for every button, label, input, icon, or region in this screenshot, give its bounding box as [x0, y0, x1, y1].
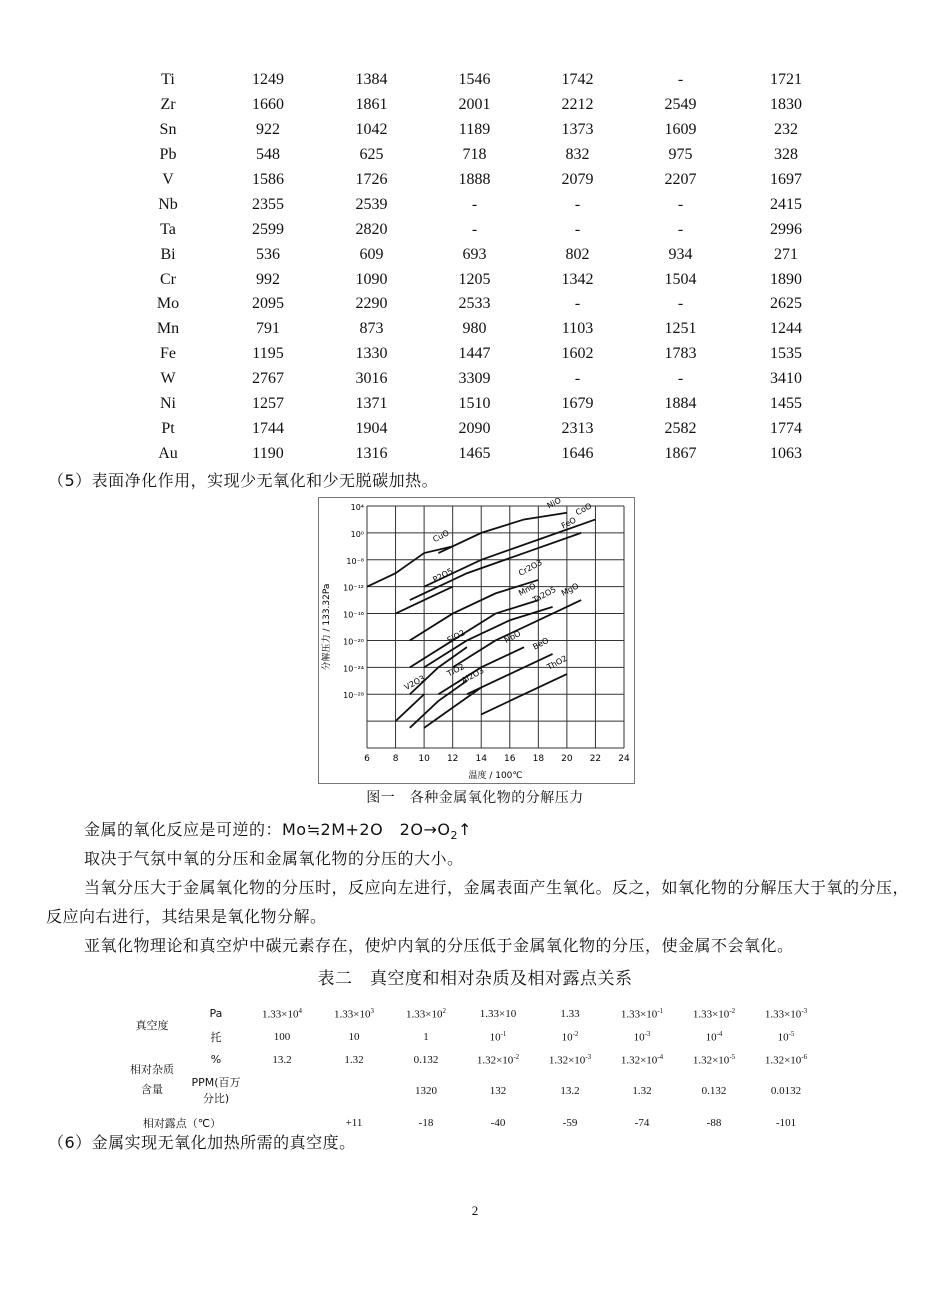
value-cell: 975 — [668, 146, 693, 164]
x-tick-label: 22 — [589, 754, 602, 764]
value-cell: 1251 — [664, 320, 697, 338]
element-cell: Ni — [160, 395, 176, 413]
value-cell: 1774 — [770, 419, 802, 437]
value-cell: 1330 — [355, 345, 388, 363]
paragraph-3: 当氧分压大于金属氧化物的分压时，反应向左进行，金属表面产生氧化。反之，如氧化物的分解压大于氧的分压，反应向右进行，其结果是氧化物分解。 — [46, 878, 910, 926]
value-cell: 718 — [462, 146, 487, 164]
figure-caption: 图一 各种金属氧化物的分解压力 — [366, 790, 584, 806]
value-cell: 609 — [359, 245, 384, 263]
table-row — [120, 192, 840, 217]
value-cell: 2207 — [664, 171, 697, 188]
value-cell: 1890 — [770, 270, 802, 288]
element-cell: Mn — [156, 320, 180, 338]
value-cell: 1697 — [770, 171, 802, 188]
value-cell: 1888 — [458, 171, 491, 188]
value-cell: 2820 — [355, 220, 388, 238]
pct-cell: $1.32\times 10^{-4}$ — [620, 1052, 664, 1067]
value-cell: 271 — [774, 245, 798, 263]
value-cell: - — [574, 295, 581, 313]
pa-cell: 1.33×10 — [479, 1007, 517, 1020]
torr-cell: $10^{-2}$ — [561, 1029, 579, 1044]
value-cell: 1609 — [664, 121, 697, 139]
series-label: Cr2O3 — [517, 557, 544, 578]
torr-cell: 10 — [348, 1030, 360, 1043]
value-cell: 1042 — [355, 121, 388, 139]
value-cell: - — [471, 220, 478, 238]
value-cell: 1510 — [458, 395, 491, 413]
value-cell: 1257 — [252, 395, 284, 413]
table-row — [120, 441, 840, 466]
value-cell: 2313 — [561, 419, 594, 437]
ppm-cell: 0.132 — [701, 1085, 727, 1097]
pct-cell: 1.32 — [344, 1053, 364, 1066]
value-cell: 1830 — [770, 96, 802, 114]
element-cell: Sn — [159, 121, 177, 139]
value-cell: 1726 — [355, 171, 388, 188]
value-cell: 2599 — [252, 220, 284, 238]
section-6-heading: （6）金属实现无氧化加热所需的真空度。 — [48, 1133, 356, 1152]
series-label: ThO2 — [545, 653, 569, 672]
y-tick-label: 10⁻²⁴ — [343, 664, 364, 674]
value-cell: 1063 — [770, 444, 802, 462]
element-cell: Nb — [158, 195, 178, 213]
table-row — [120, 267, 840, 292]
value-cell: 934 — [668, 245, 693, 263]
value-cell: 2767 — [252, 370, 284, 388]
series-label: MgO — [559, 581, 581, 598]
value-cell: 536 — [256, 245, 280, 263]
value-cell: 1190 — [252, 444, 284, 462]
value-cell: 1742 — [561, 71, 594, 89]
value-cell: 1342 — [561, 270, 594, 288]
dew-cell: -59 — [562, 1116, 578, 1129]
table-row — [120, 416, 840, 441]
pct-cell: 13.2 — [272, 1053, 292, 1066]
value-cell: 625 — [359, 146, 384, 164]
series-label: SiO2 — [445, 628, 467, 645]
value-cell: 980 — [462, 320, 487, 338]
series-label: CoO — [574, 501, 594, 518]
value-cell: 2625 — [770, 295, 802, 313]
value-cell: 1721 — [770, 71, 802, 89]
value-cell: 1371 — [355, 395, 388, 413]
x-tick-label: 14 — [475, 754, 487, 764]
value-cell: 1660 — [252, 96, 284, 114]
pa-cell: $1.33\times 10^{-2}$ — [692, 1006, 736, 1021]
y-tick-label: 10⁻²⁸ — [343, 691, 364, 701]
value-cell: 2539 — [355, 195, 388, 213]
element-cell: Au — [158, 444, 178, 462]
value-cell: 232 — [774, 121, 798, 139]
value-cell: 1535 — [770, 345, 802, 363]
element-cell: Bi — [160, 245, 176, 263]
x-tick-label: 24 — [618, 754, 630, 764]
table2-title: 表二 真空度和相对杂质及相对露点关系 — [317, 969, 633, 989]
series-label: MnO — [517, 581, 538, 598]
value-cell: 1867 — [664, 444, 697, 462]
value-cell: 1546 — [458, 71, 491, 89]
element-cell: Zr — [160, 96, 176, 114]
y-tick-label: 10⁻²⁰ — [343, 637, 364, 647]
table-row — [120, 392, 840, 417]
section-5-heading: （5）表面净化作用，实现少无氧化和少无脱碳加热。 — [48, 471, 439, 490]
y-tick-label: 10⁻¹⁶ — [343, 610, 364, 620]
paragraph-1-text: 金属的氧化反应是可逆的：Mo≒2M+2O 2O→O — [84, 820, 451, 839]
value-cell: 1384 — [355, 71, 388, 89]
value-cell: 832 — [565, 146, 590, 164]
x-tick-label: 20 — [561, 754, 573, 764]
pct-cell: $1.32\times 10^{-5}$ — [692, 1052, 736, 1067]
value-cell: 3016 — [355, 370, 388, 388]
torr-cell: $10^{-3}$ — [633, 1029, 651, 1044]
value-cell: 2415 — [770, 195, 802, 213]
ppm-label: PPM(百万分比) — [191, 1076, 241, 1105]
value-cell: 1090 — [355, 270, 388, 288]
series-label: NbO — [502, 628, 523, 645]
value-cell: 1316 — [355, 444, 388, 462]
value-cell: - — [677, 195, 684, 213]
value-cell: 2549 — [664, 96, 697, 114]
up-arrow: ↑ — [457, 820, 472, 839]
value-cell: 1783 — [664, 345, 697, 363]
pct-cell: 0.132 — [413, 1053, 439, 1066]
dew-cell: -18 — [418, 1116, 434, 1129]
ppm-cell: 0.0132 — [770, 1085, 802, 1097]
table-row — [120, 367, 840, 392]
y-tick-label: 10⁴ — [350, 503, 364, 512]
value-cell: - — [677, 71, 684, 89]
ppm-cell: 1.32 — [632, 1085, 652, 1097]
element-cell: Cr — [160, 270, 176, 288]
table-row — [120, 242, 840, 267]
value-cell: 693 — [462, 245, 487, 263]
vacuum-label: 真空度 — [135, 1019, 169, 1032]
pa-cell: $1.33\times 10^2$ — [406, 1006, 446, 1021]
value-cell: 802 — [565, 245, 590, 263]
value-cell: - — [677, 370, 684, 388]
pct-cell: $1.32\times 10^{-2}$ — [476, 1052, 520, 1067]
value-cell: 3410 — [770, 370, 802, 388]
value-cell: - — [471, 195, 478, 213]
y-axis-label: 分解压力 / 133.32Pa — [322, 583, 332, 671]
value-cell: 2290 — [355, 295, 388, 313]
torr-cell: 100 — [273, 1030, 291, 1043]
vacuum-table — [118, 1002, 822, 1134]
value-cell: 1602 — [561, 345, 594, 363]
table-row — [120, 118, 840, 143]
ppm-cell — [318, 1071, 390, 1111]
pa-cell: $1.33\times 10^{-1}$ — [620, 1006, 664, 1021]
table-row — [120, 217, 840, 242]
table-row — [120, 292, 840, 317]
paragraph-2: 取决于气氛中氧的分压和金属氧化物的分压的大小。 — [84, 849, 464, 868]
value-cell: 1861 — [355, 96, 388, 114]
series-label: CuO — [431, 528, 451, 545]
value-cell: 1189 — [458, 121, 491, 139]
value-cell: - — [677, 220, 684, 238]
value-cell: 922 — [256, 121, 280, 139]
x-tick-label: 12 — [446, 754, 459, 764]
value-cell: 2996 — [770, 220, 802, 238]
value-cell: 1103 — [561, 320, 594, 338]
pct-cell: $1.32\times 10^{-6}$ — [764, 1052, 808, 1067]
pa-cell: $1.33\times 10^4$ — [262, 1006, 302, 1021]
element-cell: Pt — [161, 419, 175, 437]
value-cell: - — [677, 295, 684, 313]
value-cell: 1504 — [664, 270, 697, 288]
value-cell: 1646 — [561, 444, 594, 462]
value-cell: 1586 — [252, 171, 284, 188]
value-cell: 1679 — [561, 395, 594, 413]
dew-label: 相对露点（℃） — [142, 1116, 222, 1130]
ppm-cell: 1320 — [415, 1085, 437, 1097]
value-cell: 1455 — [770, 395, 802, 413]
y-tick-label: 10⁰ — [350, 529, 364, 539]
value-cell: 2001 — [458, 96, 491, 114]
element-cell: W — [160, 370, 176, 388]
value-cell: - — [574, 220, 581, 238]
x-axis-label: 温度 / 100℃ — [468, 771, 523, 781]
value-cell: - — [574, 370, 581, 388]
series-label: NiO — [545, 498, 563, 511]
table-row — [120, 168, 840, 193]
value-cell: 1744 — [252, 419, 284, 437]
value-cell: 1373 — [561, 121, 594, 139]
pa-cell: $1.33\times 10^3$ — [334, 1006, 374, 1021]
value-cell: 1195 — [252, 345, 284, 363]
torr-cell: 1 — [423, 1030, 429, 1043]
series-label: TiO2 — [445, 662, 466, 679]
pa-cell: $1.33\times 10^{-3}$ — [764, 1006, 808, 1021]
x-tick-label: 16 — [504, 754, 516, 764]
series-line — [424, 607, 552, 668]
impurity-label: 相对杂质含量 — [130, 1062, 174, 1096]
value-cell: 1205 — [458, 270, 491, 288]
torr-label: 托 — [210, 1030, 222, 1044]
value-cell: 2212 — [561, 96, 594, 114]
pa-label: Pa — [209, 1007, 223, 1020]
value-cell: - — [574, 195, 581, 213]
value-cell: 2355 — [252, 195, 284, 213]
table-row — [120, 143, 840, 168]
element-cell: Pb — [159, 146, 177, 164]
table-row — [120, 317, 840, 342]
value-cell: 992 — [256, 270, 280, 288]
value-cell: 2095 — [252, 295, 284, 313]
dew-cell: -88 — [706, 1116, 722, 1129]
ppm-cell: 13.2 — [560, 1085, 580, 1097]
series-label: V2O3 — [402, 673, 427, 692]
table-row — [120, 342, 840, 367]
pct-cell: $1.32\times 10^{-3}$ — [548, 1052, 592, 1067]
x-tick-label: 6 — [364, 754, 370, 764]
torr-cell: $10^{-4}$ — [705, 1029, 723, 1044]
vapor-temperature-table — [120, 68, 840, 466]
value-cell: 873 — [359, 320, 384, 338]
pa-cell: 1.33 — [560, 1007, 580, 1020]
series-label: BeO — [531, 635, 551, 652]
chart-svg — [319, 498, 634, 783]
ppm-cell: 132 — [489, 1085, 507, 1097]
torr-cell: $10^{-1}$ — [489, 1029, 507, 1044]
y-tick-label: 10⁻⁸ — [346, 556, 364, 566]
dew-cell: +11 — [345, 1116, 363, 1129]
value-cell: 2582 — [664, 419, 697, 437]
pct-label: % — [210, 1053, 222, 1066]
paragraph-4: 亚氧化物理论和真空炉中碳元素存在，使炉内氧的分压低于金属氧化物的分压，使金属不会氧化。 — [84, 936, 794, 955]
element-cell: Mo — [156, 295, 180, 313]
paragraph-1-subscript: 2 — [450, 829, 458, 843]
value-cell: 1447 — [458, 345, 491, 363]
ppm-cell — [246, 1071, 318, 1111]
value-cell: 2090 — [458, 419, 491, 437]
table-row — [120, 93, 840, 118]
x-tick-label: 18 — [532, 754, 545, 764]
x-tick-label: 8 — [392, 754, 399, 764]
value-cell: 2079 — [561, 171, 594, 188]
value-cell: 1465 — [458, 444, 491, 462]
torr-cell: $10^{-5}$ — [777, 1029, 795, 1044]
value-cell: 1244 — [770, 320, 802, 338]
y-tick-label: 10⁻¹² — [343, 583, 364, 593]
series-label: P2O5 — [431, 566, 455, 585]
series-label: Al2O3 — [459, 665, 486, 686]
value-cell: 1904 — [355, 419, 388, 437]
dew-cell: -101 — [775, 1116, 797, 1129]
value-cell: 1884 — [664, 395, 697, 413]
value-cell: 1249 — [252, 71, 284, 89]
series-label: Ta2O5 — [531, 584, 558, 605]
series-label: FeO — [559, 515, 578, 531]
element-cell: Fe — [160, 345, 176, 363]
dew-cell: -40 — [490, 1116, 506, 1129]
element-cell: V — [162, 171, 174, 188]
dew-cell: -74 — [634, 1116, 650, 1129]
element-cell: Ta — [160, 220, 176, 238]
table-row — [120, 68, 840, 93]
value-cell: 548 — [256, 146, 280, 164]
value-cell: 328 — [774, 146, 798, 164]
value-cell: 791 — [256, 320, 280, 338]
value-cell: 3309 — [458, 370, 491, 388]
oxide-decomposition-chart — [318, 497, 635, 784]
value-cell: 2533 — [458, 295, 491, 313]
page-number: 2 — [471, 1203, 479, 1218]
x-tick-label: 10 — [418, 754, 430, 764]
series-line — [396, 694, 425, 721]
element-cell: Ti — [161, 71, 175, 89]
